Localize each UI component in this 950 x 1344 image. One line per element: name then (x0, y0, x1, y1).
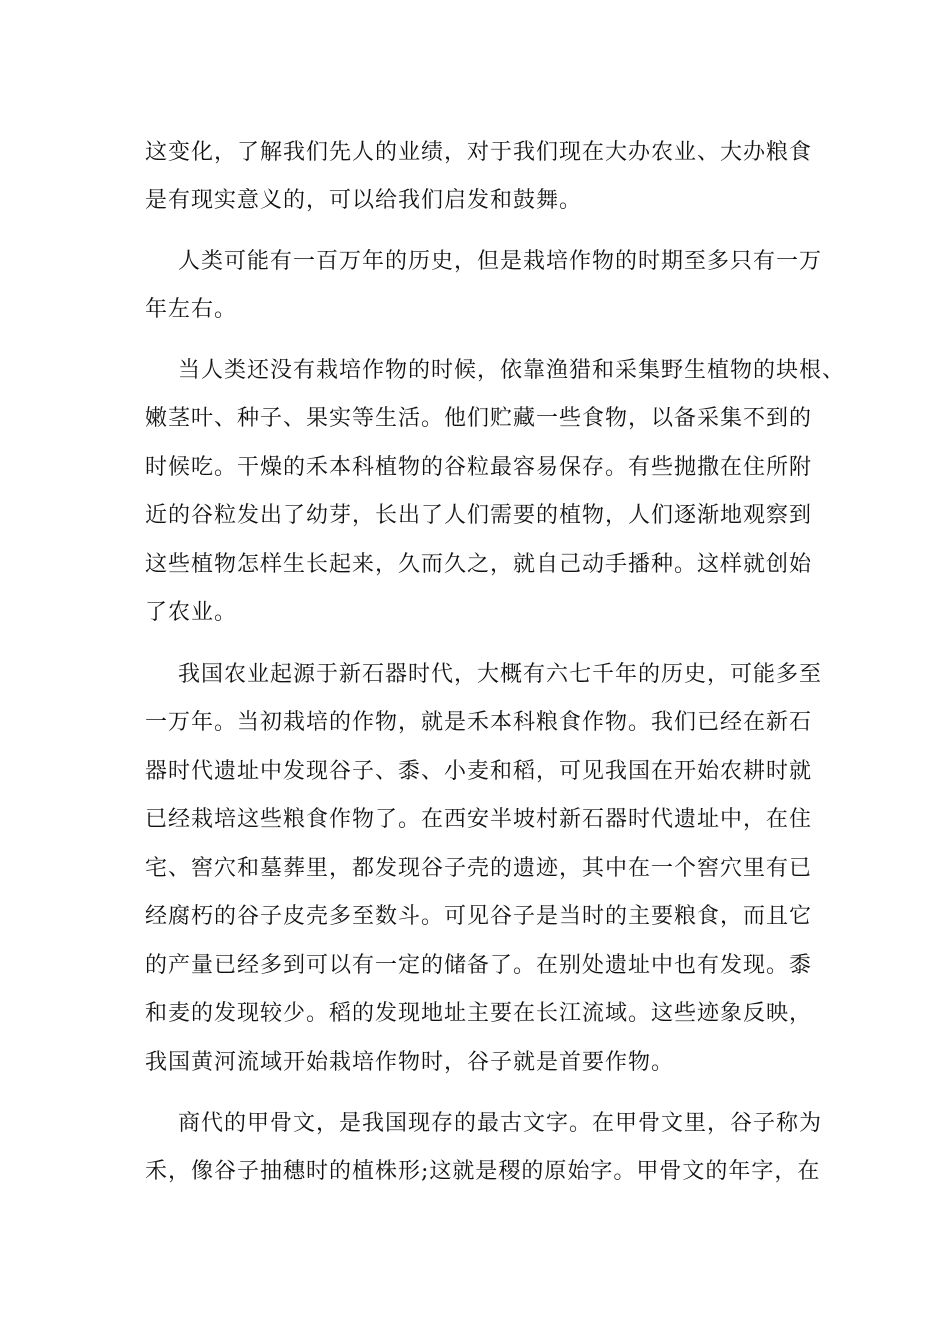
paragraph-3-line-5: 这些植物怎样生长起来，久而久之，就自己动手播种。这样就创始 (145, 552, 813, 577)
paragraph-4-line-2: 一万年。当初栽培的作物，就是禾本科粮食作物。我们已经在新石 (145, 710, 813, 735)
paragraph-3-line-6: 了农业。 (145, 600, 238, 625)
paragraph-4-line-7: 的产量已经多到可以有一定的储备了。在别处遗址中也有发现。黍 (145, 953, 813, 978)
paragraph-4-line-1: 我国农业起源于新石器时代，大概有六七千年的历史，可能多至 (178, 662, 823, 687)
paragraph-4-line-6: 经腐朽的谷子皮壳多至数斗。可见谷子是当时的主要粮食，而且它 (145, 904, 813, 929)
paragraph-2-line-2: 年左右。 (145, 297, 238, 322)
paragraph-1-line-2: 是有现实意义的，可以给我们启发和鼓舞。 (145, 188, 583, 213)
paragraph-1-line-1: 这变化，了解我们先人的业绩，对于我们现在大办农业、大办粮食 (145, 140, 813, 165)
paragraph-3-line-1: 当人类还没有栽培作物的时候，依靠渔猎和采集野生植物的块根、 (178, 358, 846, 383)
paragraph-4-line-9: 我国黄河流域开始栽培作物时，谷子就是首要作物。 (145, 1050, 675, 1075)
paragraph-2-line-1: 人类可能有一百万年的历史，但是栽培作物的时期至多只有一万 (178, 249, 823, 274)
paragraph-3-line-2: 嫩茎叶、种子、果实等生活。他们贮藏一些食物，以备采集不到的 (145, 406, 813, 431)
paragraph-5-line-1: 商代的甲骨文，是我国现存的最古文字。在甲骨文里，谷子称为 (178, 1111, 823, 1136)
paragraph-4-line-5: 宅、窖穴和墓葬里，都发现谷子壳的遗迹，其中在一个窖穴里有已 (145, 856, 813, 881)
paragraph-4-line-8: 和麦的发现较少。稻的发现地址主要在长江流域。这些迹象反映， (145, 1001, 813, 1026)
paragraph-3-line-3: 时候吃。干燥的禾本科植物的谷粒最容易保存。有些抛撒在住所附 (145, 455, 813, 480)
paragraph-3-line-4: 近的谷粒发出了幼芽，长出了人们需要的植物，人们逐渐地观察到 (145, 503, 813, 528)
paragraph-4-line-4: 已经栽培这些粮食作物了。在西安半坡村新石器时代遗址中，在住 (145, 807, 813, 832)
paragraph-5-line-2: 禾，像谷子抽穗时的植株形;这就是稷的原始字。甲骨文的年字，在 (145, 1159, 821, 1184)
paragraph-4-line-3: 器时代遗址中发现谷子、黍、小麦和稻，可见我国在开始农耕时就 (145, 759, 813, 784)
